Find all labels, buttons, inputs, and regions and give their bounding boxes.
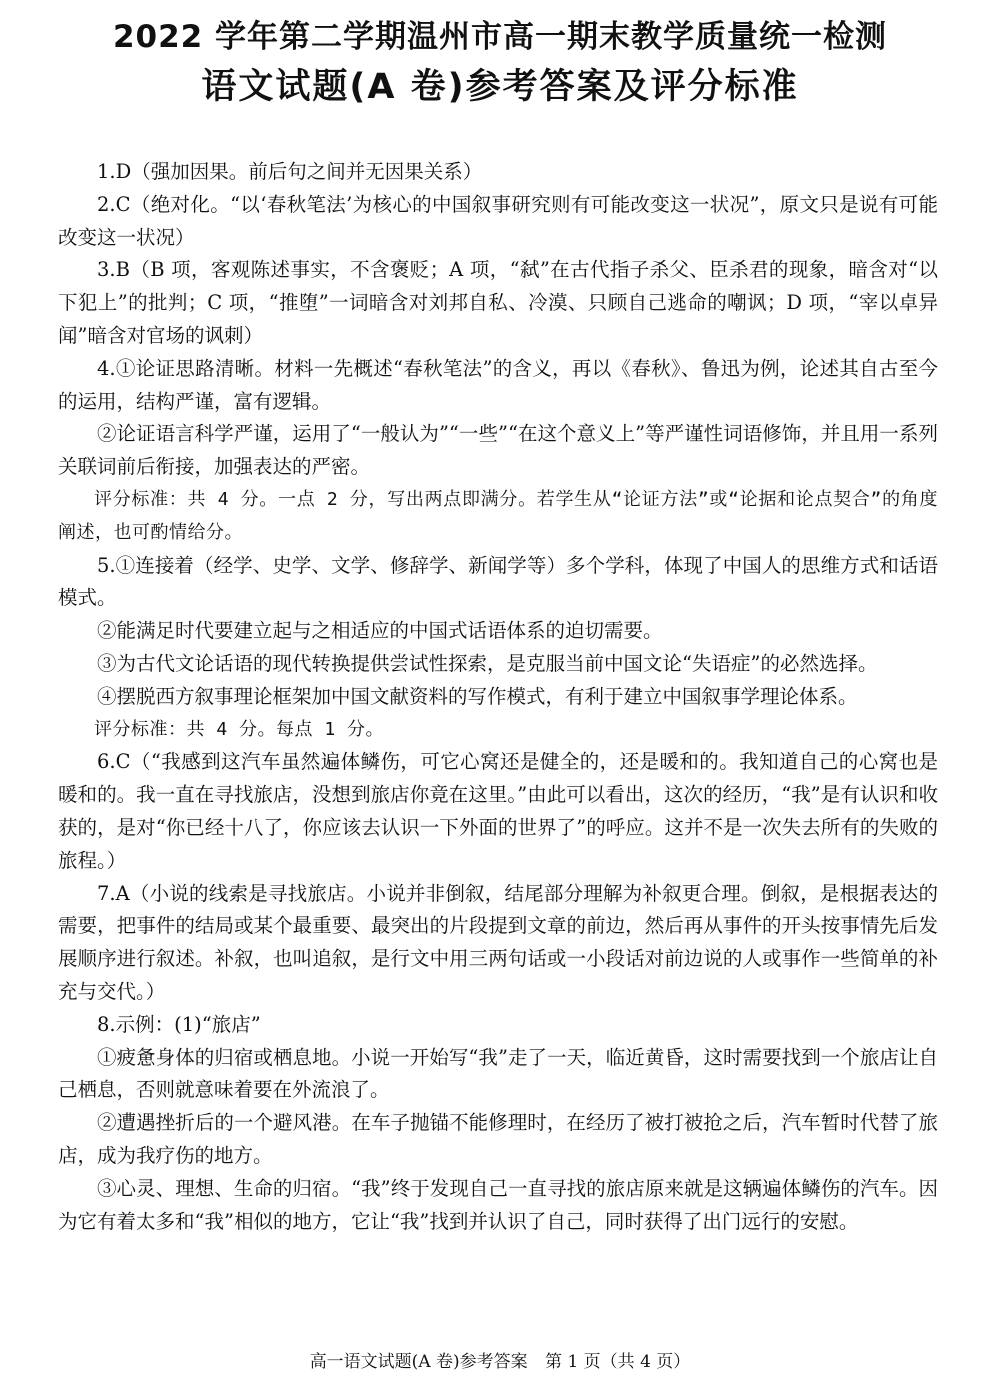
answer-paragraph: 3.B（B 项，客观陈述事实，不含褒贬；A 项，“弑”在古代指子杀父、臣杀君的现象，暗含对“以下犯上”的批判；C 项，“推堕”一词暗含对刘邦自私、冷漠、只顾自己逃命的嘲讽；D 项，“宰以卓异闻”暗含对官场的讽刺）	[58, 258, 938, 347]
answer-paragraph: ①疲惫身体的归宿或栖息地。小说一开始写“我”走了一天，临近黄昏，这时需要找到一个旅店让自己栖息，否则就意味着要在外流浪了。	[58, 1045, 938, 1102]
document-subtitle: 语文试题(A 卷)参考答案及评分标准	[201, 67, 799, 107]
document-header	[0, 0, 1000, 114]
document-title: 2022 学年第二学期温州市高一期末教学质量统一检测	[112, 19, 888, 55]
answer-paragraph: ②能满足时代要建立起与之相适应的中国式话语体系的迫切需要。	[97, 619, 663, 643]
answer-paragraph: 5.①连接着（经学、史学、文学、修辞学、新闻学等）多个学科，体现了中国人的思维方式和话语模式。	[58, 553, 938, 610]
answer-paragraph: ④摆脱西方叙事理论框架加中国文献资料的写作模式，有利于建立中国叙事学理论体系。	[97, 684, 858, 708]
answer-paragraph: 2.C（绝对化。“以‘春秋笔法’为核心的中国叙事研究则有可能改变这一状况”，原文只是说有可能改变这一状况）	[58, 192, 938, 249]
answer-paragraph: ②论证语言科学严谨，运用了“一般认为”“一些”“在这个意义上”等严谨性词语修饰，并且用一系列关联词前后衔接，加强表达的严密。	[58, 422, 938, 479]
answer-paragraph: ②遭遇挫折后的一个避风港。在车子抛锚不能修理时，在经历了被打被抢之后，汽车暂时代替了旅店，成为我疗伤的地方。	[58, 1111, 938, 1167]
scoring-criteria-paragraph: 评分标准：共 4 分。一点 2 分，写出两点即满分。若学生从“论证方法”或“论据和论点契合”的角度阐述，也可酌情给分。	[58, 488, 938, 543]
scoring-criteria-paragraph: 评分标准：共 4 分。每点 1 分。	[94, 718, 385, 740]
footer-doc-name: 高一语文试题(A 卷)参考答案	[309, 1352, 528, 1372]
answer-paragraph: ③心灵、理想、生命的归宿。“我”终于发现自己一直寻找的旅店原来就是这辆遍体鳞伤的汽车。因为它有着太多和“我”相似的地方，它让“我”找到并认识了自己，同时获得了出门远行的安慰。	[58, 1176, 938, 1233]
answer-body	[58, 156, 938, 1238]
answer-paragraph: ③为古代文论话语的现代转换提供尝试性探索，是克服当前中国文论“失语症”的必然选择。	[97, 651, 878, 675]
answer-paragraph: 6.C（“我感到这汽车虽然遍体鳞伤，可它心窝还是健全的，还是暖和的。我知道自己的心窝也是暖和的。我一直在寻找旅店，没想到旅店你竟在这里。”由此可以看出，这次的经历，“我”是有认识和收获的，是对“你已经十八了，你应该去认识一下外面的世界了”的呼应。这并不是一次失去所有的失败的旅程。）	[58, 750, 938, 872]
answer-paragraph: 8.示例：(1)“旅店”	[97, 1012, 261, 1036]
footer-page-number: 第 1 页（共 4 页）	[545, 1352, 691, 1372]
answer-paragraph: 7.A（小说的线索是寻找旅店。小说并非倒叙，结尾部分理解为补叙更合理。倒叙，是根据表达的需要，把事件的结局或某个最重要、最突出的片段提到文章的前边，然后再从事件的开头按事情先后发展顺序进行叙述。补叙，也叫追叙，是行文中用三两句话或一小段话对前边说的人或事作一些简单的补充与交代。）	[58, 881, 938, 1003]
answer-paragraph: 4.①论证思路清晰。材料一先概述“春秋笔法”的含义，再以《春秋》、鲁迅为例，论述其自古至今的运用，结构严谨，富有逻辑。	[58, 356, 938, 413]
page-footer	[0, 1350, 1000, 1374]
answer-paragraph: 1.D（强加因果。前后句之间并无因果关系）	[97, 160, 483, 183]
